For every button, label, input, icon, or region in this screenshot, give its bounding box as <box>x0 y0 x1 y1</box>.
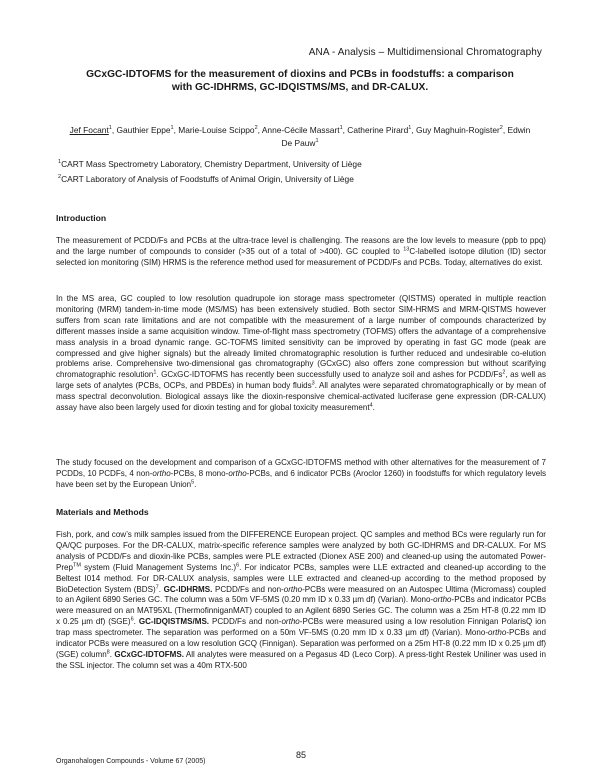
text-run: . <box>109 649 115 659</box>
page-number: 85 <box>296 750 307 760</box>
text-run: PCDD/Fs and non- <box>209 617 282 627</box>
italic-run: ortho <box>488 628 507 638</box>
affiliation-mark: 2 <box>58 174 62 181</box>
affiliation-2 <box>58 174 354 185</box>
superscript: 13 <box>403 246 410 253</box>
text-run: -PCBs, 8 mono- <box>170 468 229 478</box>
journal-footer: Organohalogen Compounds - Volume 67 (2005) <box>56 758 206 765</box>
text-run: . <box>158 584 164 594</box>
affiliation-1 <box>58 159 362 170</box>
text-run: -PCBs and indicator PCBs were measured on a low resolution GCQ (Finnigan). Separation was performed on a 25m HT-8 (0.22 mm ID x 0.25 µm df) (SGE) column <box>56 628 546 659</box>
italic-run: ortho <box>281 617 300 627</box>
author-name: , Gauthier Eppe <box>111 125 171 135</box>
author-affil-mark: 2 <box>499 125 503 132</box>
paragraph-intro-3 <box>56 458 546 491</box>
paper-title <box>50 68 550 94</box>
trademark-mark: TM <box>73 562 81 569</box>
text-run: -PCBs were measured using a low resolution Finnigan PolarisQ ion trap mass spectrometer. The separation was performed on a 50m VF-5MS (0.20 mm ID x 0.33 µm df) (Varian). Mono- <box>56 617 546 638</box>
running-header: ANA - Analysis – Multidimensional Chromatography <box>308 47 542 58</box>
text-run: PCDD/Fs and non- <box>212 584 284 594</box>
author-affil-mark: 1 <box>315 138 319 145</box>
text-run: The study focused on the development and comparison of a GCxGC-IDTOFMS method with other alternatives for the measurement of 7 PCDDs, 10 PCDFs, 4 non- <box>56 458 546 478</box>
text-run: Fish, pork, and cow’s milk samples issued from the DIFFERENCE European project. QC samples and method BCs were regularly run for QA/QC purposes. For the DR-CALUX, matrix-specific reference samples were analyzed by both GC-IDHRMS and DR-CALUX. For MS analysis of PCDD/Fs and dioxin-like PCBs, samples were PLE extracted (Dionex ASE 200) and cleaned-up using the automated Power-Prep <box>56 530 546 572</box>
italic-run: ortho <box>152 468 171 478</box>
text-run: -PCBs, and 6 indicator PCBs (Aroclor 1260) in foodstuffs for which regulatory levels have been set by the European Union <box>56 468 546 489</box>
author-affil-mark: 1 <box>408 125 412 132</box>
author-name: , Marie-Louise Scippo <box>173 125 255 135</box>
author-affil-mark: 1 <box>339 125 343 132</box>
author-affil-mark: 1 <box>108 125 112 132</box>
italic-run: ortho <box>433 595 452 605</box>
text-run: The measurement of PCDD/Fs and PCBs at the ultra-trace level is challenging. The reasons are the low levels to measure (ppb to ppq) and the large number of compounds to consider (>35 out of a total of >400). GC coupled to <box>56 236 546 256</box>
title-line-1: GCxGC-IDTOFMS for the measurement of dioxins and PCBs in foodstuffs: a comparison <box>86 69 514 80</box>
text-run: . <box>372 403 375 413</box>
affiliation-text: CART Laboratory of Analysis of Foodstuffs of Animal Origin, University of Liège <box>61 174 354 184</box>
author-name: , Anne-Cécile Massart <box>257 125 340 135</box>
italic-run: ortho <box>228 468 247 478</box>
text-run: In the MS area, GC coupled to low resolution quadrupole ion storage mass spectrometer (QISTMS) operated in multiple reaction monitoring (MRM) tandem-in-time mode (MS/MS) has been extensively studied. Both sector SIM-HRMS and MRM-QISTMS however suffers from scan rate limitations and are not compatible with the measurement of a large number of compounds characterized by different masses inside a same acquisition window. Time-of-flight mass spectrometry (TOFMS) offers the advantage of a comprehensive mass analysis in a broad dynamic range. GC-TOFMS limited sensitivity can be improved by operating in fast GC mode (peak are compressed and give higher signals) but the already limited chromatographic resolution is further reduced and undesirable co-elution problems arise. Comprehensive two-dimensional gas chromatography (GCxGC) also offers zone compression but without scarifying chromatographic resolution <box>56 294 546 380</box>
text-run: -PCBs were measured on an Autospec Ultima (Micromass) coupled to an Agilent 6890 Series GC. The column was a 50m VF-5MS (0.20 mm ID x 0.33 µm df) (Varian). Mono- <box>56 584 546 605</box>
affiliation-text: CART Mass Spectrometry Laboratory, Chemistry Department, University of Liège <box>61 159 362 169</box>
reference-mark: 4 <box>369 402 373 409</box>
text-run: . All analytes were separated chromatographically or by mean of mass spectral deconvolution. Biological assays like the dioxin-responsive chemical-activated luciferase gene expression (DR-CALUX) assay have also been largely used for dioxin testing and for global toxicity measurement <box>56 381 546 413</box>
author-name: , Edwin De Pauw <box>281 125 531 148</box>
section-heading-materials-methods: Materials and Methods <box>56 507 149 517</box>
author-name: , Guy Maghuin-Rogister <box>411 125 500 135</box>
text-run: . GCxGC-IDTOFMS has recently been successfully used to analyze soil and ashes for PCDD/Fs <box>156 370 503 380</box>
text-run: -PCBs and indicator PCBs were measured on an MAT95XL (ThermofinniganMAT) coupled to an Agilent 6890 Series GC. The column was a 25m HT-8 (0.22 mm ID x 0.25 µm df) (SGE) <box>56 595 546 627</box>
bold-run: GC-IDQISTMS/MS. <box>138 617 210 627</box>
text-run: All analytes were measured on a Pegasus 4D (Leco Corp). A press-tight Restek Uniliner was used in the SSL injector. The column set was a 40m RTX-500 <box>56 649 546 670</box>
author-affil-mark: 1 <box>170 125 174 132</box>
text-run: , as well as large sets of analytes (PCBs, OCPs, and PBDEs) in human body fluids <box>56 370 546 391</box>
reference-mark: 1 <box>153 369 157 376</box>
affiliation-mark: 1 <box>58 159 62 166</box>
paragraph-intro-1 <box>56 236 546 269</box>
bold-run: GC-IDHRMS. <box>163 584 213 594</box>
author-list <box>64 124 536 150</box>
reference-mark: 5 <box>191 479 195 486</box>
author-affil-mark: 2 <box>254 125 258 132</box>
paragraph-intro-2 <box>56 294 546 414</box>
text-run: C-labelled isotope dilution (ID) sector selected ion monitoring (SIM) HRMS is the reference method used for measurement of PCDD/Fs and PCBs. Today, alternatives do exist. <box>56 246 546 267</box>
reference-mark: 6 <box>130 616 134 623</box>
section-heading-introduction: Introduction <box>56 213 107 223</box>
text-run: . <box>194 479 197 489</box>
reference-mark: 8 <box>106 649 110 656</box>
reference-mark: 6 <box>236 562 240 569</box>
author-name: Jef Focant <box>69 125 109 135</box>
reference-mark: 3 <box>311 380 315 387</box>
text-run: system (Fluid Management Systems Inc.) <box>80 562 237 572</box>
reference-mark: 2 <box>502 369 506 376</box>
italic-run: ortho <box>283 584 303 594</box>
paragraph-methods-1 <box>56 530 546 672</box>
author-name: , Catherine Pirard <box>342 125 409 135</box>
text-run: . <box>133 617 139 627</box>
title-line-2: with GC-IDHRMS, GC-IDQISTMS/MS, and DR-CALUX. <box>171 82 429 93</box>
bold-run: GCxGC-IDTOFMS. <box>114 649 184 659</box>
reference-mark: 7 <box>155 583 159 590</box>
text-run: . For indicator PCBs, samples were LLE extracted and cleaned-up according to the Beltest I014 method. For DR-CALUX analysis, samples were LLE extracted and cleaned-up according to the method proposed by BioDetection System (BDS) <box>56 562 546 594</box>
